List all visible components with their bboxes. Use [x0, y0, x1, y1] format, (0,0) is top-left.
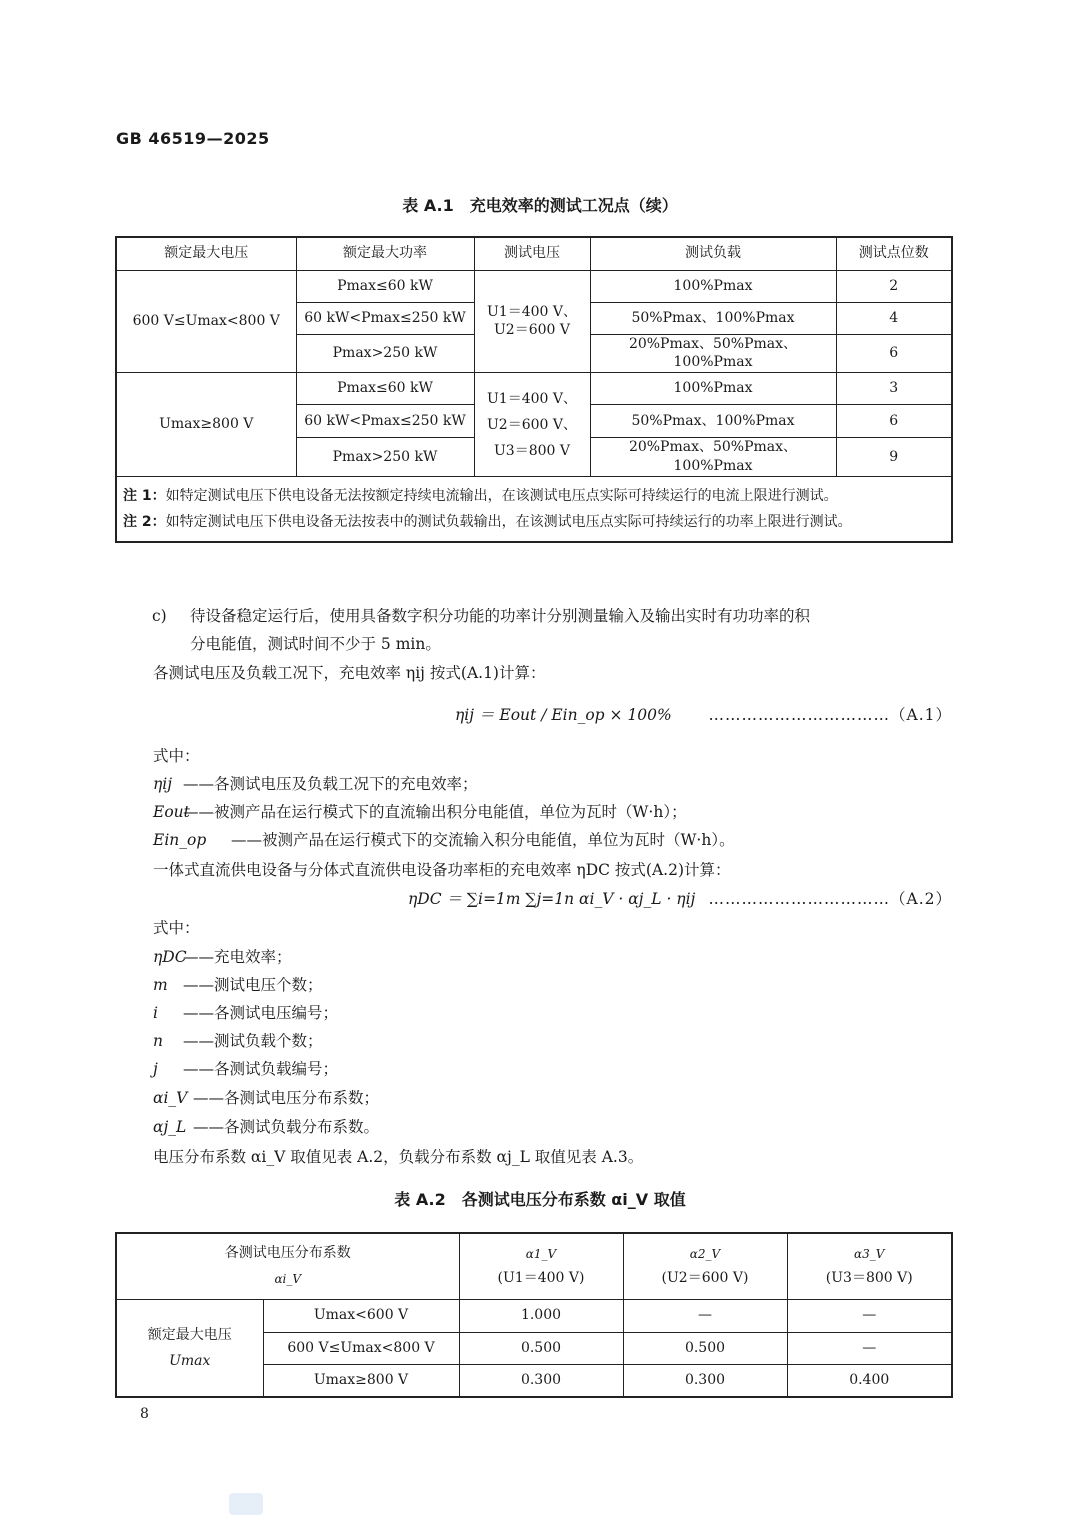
points-cell: 4 [836, 302, 952, 334]
value-cell: — [623, 1299, 787, 1332]
variable-row [153, 999, 338, 1027]
table-a1 [115, 236, 953, 543]
formula-a1: ηij ＝ Eout / Ein_op × 100% [455, 706, 672, 724]
variable-row [153, 770, 478, 798]
load-cell: 50%Pmax、100%Pmax [590, 302, 836, 334]
table-a1-header-row [116, 237, 952, 270]
variable-symbol: n [153, 1032, 163, 1050]
power-cell: Pmax≤60 kW [296, 270, 474, 302]
test-voltage-line: U2＝600 V、 [487, 416, 577, 433]
variable-symbol: αi_V [153, 1089, 188, 1107]
points-cell: 2 [836, 270, 952, 302]
range-cell: 600 V≤Umax<800 V [263, 1332, 459, 1364]
column-voltage: (U3＝800 V) [825, 1270, 913, 1287]
col-header [623, 1233, 787, 1299]
test-voltage-line: U1＝400 V、 [487, 303, 577, 320]
load-cell: 100%Pmax [590, 373, 836, 405]
test-voltage-line: U1＝400 V、 [487, 390, 577, 407]
variable-desc: ——各测试电压分布系数； [193, 1089, 380, 1107]
test-voltage-line: U2＝600 V [494, 322, 570, 339]
load-cell: 50%Pmax、100%Pmax [590, 405, 836, 438]
value-cell: — [787, 1332, 952, 1364]
notes-cell [116, 477, 952, 543]
power-cell: 60 kW<Pmax≤250 kW [296, 302, 474, 334]
col-header: 测试负载 [590, 237, 836, 270]
variable-desc: ——被测产品在运行模式下的直流输出积分电能值，单位为瓦时（W·h）； [183, 803, 687, 821]
voltage-range-cell: Umax≥800 V [116, 373, 296, 477]
value-cell: — [787, 1299, 952, 1332]
item-c-line-2: 分电能值，测试时间不少于 5 min。 [190, 635, 441, 653]
variable-desc: ——各测试电压编号； [183, 1004, 339, 1022]
row-header-symbol: Umax [169, 1352, 211, 1369]
table-a2-header-row [116, 1233, 952, 1299]
variable-symbol: Eout [153, 803, 190, 821]
variable-row [153, 826, 735, 854]
value-cell: 0.500 [459, 1332, 623, 1364]
column-voltage: (U2＝600 V) [661, 1270, 749, 1287]
points-cell: 6 [836, 405, 952, 438]
col-header: 测试点位数 [836, 237, 952, 270]
page-number: 8 [140, 1406, 149, 1422]
column-voltage: (U1＝400 V) [497, 1270, 585, 1287]
variable-desc: ——测试负载个数； [183, 1032, 323, 1050]
col-header: 额定最大功率 [296, 237, 474, 270]
table-a2 [115, 1232, 953, 1398]
column-symbol: α2_V [689, 1247, 721, 1262]
intro-a1: 各测试电压及负载工况下，充电效率 ηij 按式(A.1)计算： [153, 664, 546, 682]
note-1 [123, 483, 939, 509]
value-cell: 1.000 [459, 1299, 623, 1332]
table-row [116, 1299, 952, 1332]
table-a1-title: 表 A.1 充电效率的测试工况点（续） [402, 196, 678, 215]
variable-row [153, 1027, 323, 1055]
variable-row [153, 798, 687, 826]
col-header [459, 1233, 623, 1299]
col-header: 测试电压 [474, 237, 590, 270]
variable-symbol: i [153, 1004, 158, 1022]
standard-code: GB 46519—2025 [116, 129, 270, 148]
voltage-range-cell: 600 V≤Umax<800 V [116, 270, 296, 373]
table-a2-title: 表 A.2 各测试电压分布系数 αi_V 取值 [394, 1190, 686, 1209]
test-voltage-cell [474, 373, 590, 477]
table-row [116, 373, 952, 405]
load-cell: 100%Pmax [590, 270, 836, 302]
corner-symbol: αi_V [274, 1272, 302, 1287]
intro-a2: 一体式直流供电设备与分体式直流供电设备功率柜的充电效率 ηDC 按式(A.2)计算： [153, 861, 731, 879]
where-label-2: 式中： [153, 919, 200, 937]
variable-desc: ——各测试负载分布系数。 [193, 1118, 380, 1136]
variable-symbol: m [153, 976, 168, 994]
points-cell: 3 [836, 373, 952, 405]
note-label: 注 1： [123, 488, 166, 505]
points-cell: 9 [836, 438, 952, 477]
variable-symbol: ηij [153, 775, 173, 793]
corner-label: 各测试电压分布系数 [224, 1245, 351, 1262]
range-cell: Umax<600 V [263, 1299, 459, 1332]
load-cell: 20%Pmax、50%Pmax、100%Pmax [590, 334, 836, 373]
note-text: 如特定测试电压下供电设备无法按额定持续电流输出，在该测试电压点实际可持续运行的电流上限进行测试。 [165, 488, 838, 505]
variable-symbol: αj_L [153, 1118, 187, 1136]
variable-row [153, 1084, 379, 1112]
power-cell: Pmax>250 kW [296, 438, 474, 477]
variable-desc: ——各测试电压及负载工况下的充电效率； [183, 775, 478, 793]
power-cell: 60 kW<Pmax≤250 kW [296, 405, 474, 438]
value-cell: 0.500 [623, 1332, 787, 1364]
variable-desc: ——充电效率； [183, 948, 292, 966]
row-header-label: 额定最大电压 [147, 1326, 232, 1343]
variable-row [153, 971, 323, 999]
where-label-1: 式中： [153, 747, 200, 765]
item-c-marker: c) [152, 607, 167, 625]
variable-symbol: j [153, 1060, 158, 1078]
variable-desc: ——各测试负载编号； [183, 1060, 339, 1078]
table-a1-notes-row [116, 477, 952, 543]
points-cell: 6 [836, 334, 952, 373]
watermark-logo [229, 1493, 263, 1515]
power-cell: Pmax≤60 kW [296, 373, 474, 405]
power-cell: Pmax>250 kW [296, 334, 474, 373]
value-cell: 0.300 [459, 1364, 623, 1397]
column-symbol: α3_V [854, 1247, 885, 1262]
variable-symbol: ηDC [153, 948, 187, 966]
note-label: 注 2： [123, 514, 166, 531]
variable-desc: ——测试电压个数； [183, 976, 323, 994]
test-voltage-cell [474, 270, 590, 373]
closing-text: 电压分布系数 αi_V 取值见表 A.2，负载分布系数 αj_L 取值见表 A.3。 [153, 1148, 644, 1166]
note-text: 如特定测试电压下供电设备无法按表中的测试负载输出，在该测试电压点实际可持续运行的功率上限进行测试。 [165, 514, 852, 531]
column-symbol: α1_V [525, 1247, 557, 1262]
col-header: 额定最大电压 [116, 237, 296, 270]
row-header-cell [116, 1299, 263, 1397]
test-voltage-line: U3＝800 V [494, 442, 570, 459]
variable-row [153, 943, 292, 971]
value-cell: 0.300 [623, 1364, 787, 1397]
load-cell: 20%Pmax、50%Pmax、100%Pmax [590, 438, 836, 477]
variable-symbol: Ein_op [153, 831, 207, 849]
formula-a2-number: ……………………………（A.2） [708, 890, 952, 908]
formula-a1-number: ……………………………（A.1） [708, 706, 952, 724]
variable-row [153, 1055, 338, 1083]
note-2 [123, 509, 939, 535]
table-row [116, 270, 952, 302]
range-cell: Umax≥800 V [263, 1364, 459, 1397]
variable-row [153, 1113, 379, 1141]
variable-desc: ——被测产品在运行模式下的交流输入积分电能值，单位为瓦时（W·h）。 [231, 831, 735, 849]
value-cell: 0.400 [787, 1364, 952, 1397]
col-header [787, 1233, 952, 1299]
formula-a2: ηDC ＝ ∑i=1m ∑j=1n αi_V · αj_L · ηij [408, 890, 696, 908]
corner-cell [116, 1233, 459, 1299]
item-c-line-1: 待设备稳定运行后，使用具备数字积分功能的功率计分别测量输入及输出实时有功功率的积 [190, 607, 811, 625]
